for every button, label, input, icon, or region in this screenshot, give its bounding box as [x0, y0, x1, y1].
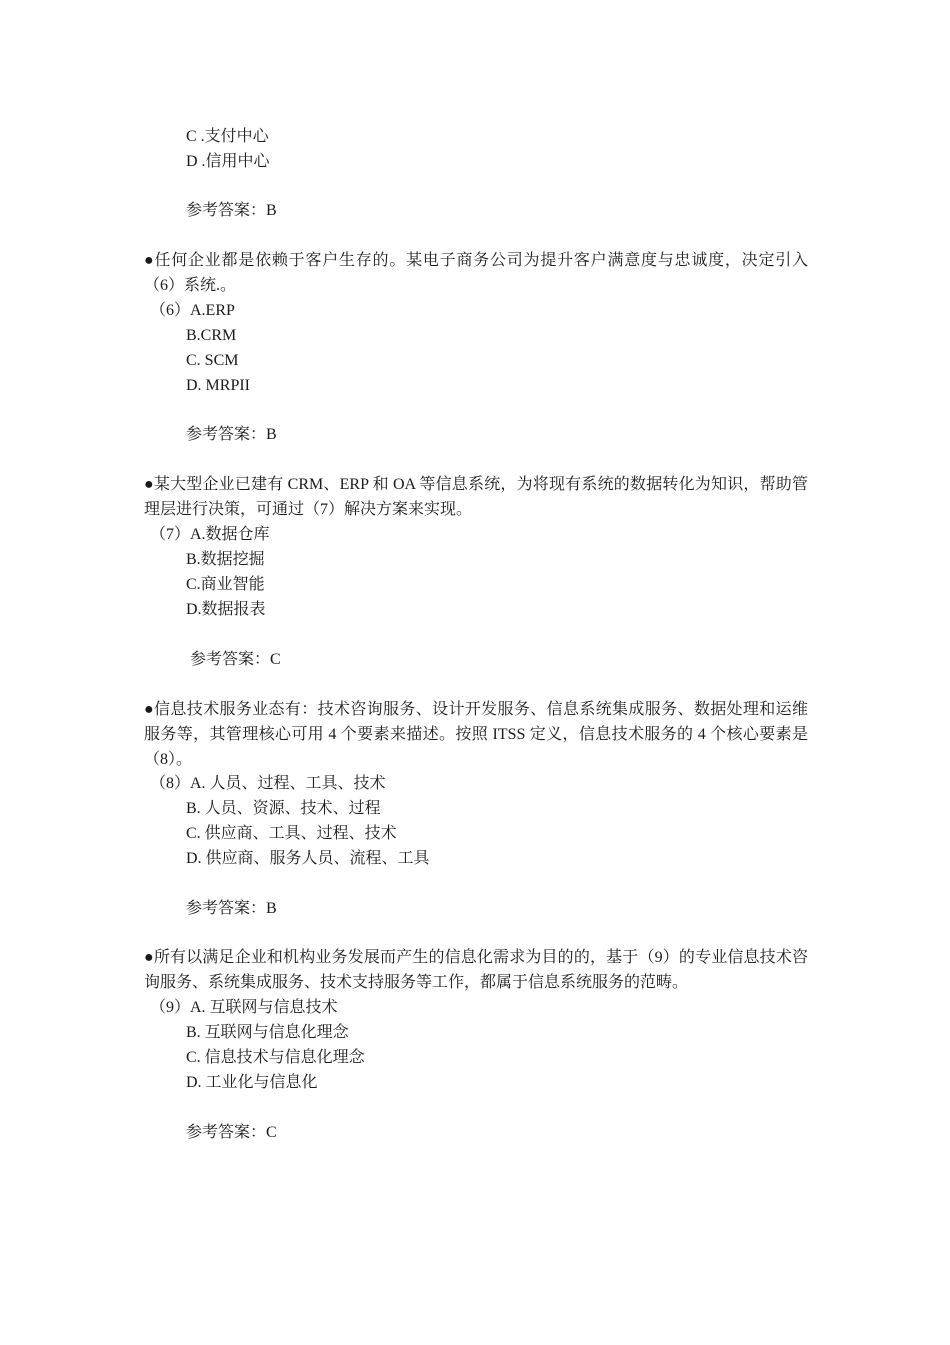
option-b: B.CRM	[186, 327, 237, 344]
option-d: D. 供应商、服务人员、流程、工具	[186, 850, 430, 867]
option-d: D. MRPII	[186, 377, 251, 394]
question-stem: ●任何企业都是依赖于客户生存的。某电子商务公司为提升客户满意度与忠诚度，决定引入（6）系统.。	[144, 252, 808, 294]
option-c: C. 供应商、工具、过程、技术	[186, 825, 397, 842]
answer: 参考答案：B	[186, 900, 277, 917]
option-c: C. 信息技术与信息化理念	[186, 1049, 365, 1066]
option-a: （7）A.数据仓库	[150, 526, 270, 543]
option-a: （8）A. 人员、过程、工具、技术	[150, 775, 386, 792]
option-c: C .支付中心	[186, 128, 269, 145]
question-stem: ●信息技术服务业态有：技术咨询服务、设计开发服务、信息系统集成服务、数据处理和运维服务等，其管理核心可用 4 个要素来描述。按照 ITSS 定义，信息技术服务的 4 个核心要素是（8）。	[144, 701, 808, 768]
question-stem: ●某大型企业已建有 CRM、ERP 和 OA 等信息系统，为将现有系统的数据转化为知识，帮助管理层进行决策，可通过（7）解决方案来实现。	[144, 476, 808, 518]
option-a: （6）A.ERP	[150, 302, 235, 319]
option-c: C. SCM	[186, 352, 239, 369]
option-b: B. 人员、资源、技术、过程	[186, 800, 381, 817]
answer: 参考答案：B	[186, 202, 277, 219]
answer: 参考答案：B	[186, 426, 277, 443]
answer: 参考答案：C	[190, 651, 281, 668]
option-d: D.数据报表	[186, 601, 266, 618]
answer: 参考答案：C	[186, 1124, 277, 1141]
option-a: （9）A. 互联网与信息技术	[150, 999, 338, 1016]
option-c: C.商业智能	[186, 576, 265, 593]
option-d: D. 工业化与信息化	[186, 1074, 318, 1091]
question-stem: ●所有以满足企业和机构业务发展而产生的信息化需求为目的的，基于（9）的专业信息技术咨询服务、系统集成服务、技术支持服务等工作，都属于信息系统服务的范畴。	[144, 949, 808, 991]
option-b: B.数据挖掘	[186, 551, 265, 568]
option-d: D .信用中心	[186, 153, 270, 170]
option-b: B. 互联网与信息化理念	[186, 1024, 349, 1041]
